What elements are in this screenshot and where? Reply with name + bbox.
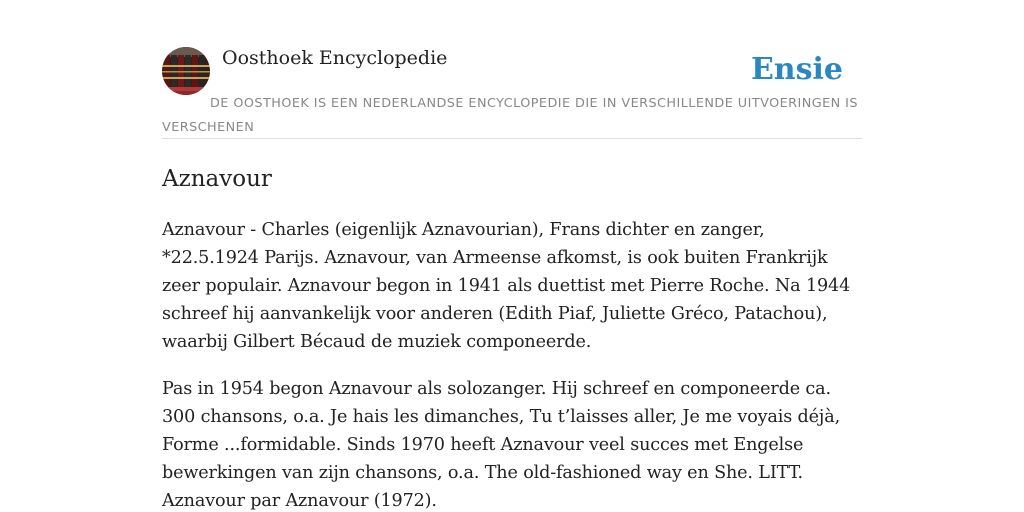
article-paragraph: Aznavour - Charles (eigenlijk Aznavourian), Frans dichter en zanger, *22.5.1924 Parijs. Aznavour, van Armeense afkomst, is ook buiten Frankrijk zeer populair. Aznavour begon in 1941 als duettist met Pierre Roche. Na 1944 schreef hij aanvankelijk voor anderen (Edith Piaf, Juliette Gréco, Patachou), waarbij Gilbert Bécaud de muziek componeerde. [162,220,851,352]
publication-description: DE OOSTHOEK IS EEN NEDERLANDSE ENCYCLOPEDIE DIE IN VERSCHILLENDE UITVOERINGEN IS VERSCHENEN [162,96,858,135]
ensie-logo-link[interactable]: Ensie [750,52,843,87]
publication-header [162,46,862,139]
publication-title-link[interactable]: Oosthoek Encyclopedie [222,47,448,69]
article-body [162,216,862,512]
page-container [162,46,862,139]
encyclopedia-books-icon [162,47,210,95]
article-paragraph: Pas in 1954 begon Aznavour als solozanger. Hij schreef en componeerde ca. 300 chansons, o.a. Je hais les dimanches, Tu t’laisses aller, Je me voyais déjà, Forme ...formidable. Sinds 1970 heeft Aznavour veel succes met Engelse bewerkingen van zijn chansons, o.a. The old-fashioned way en She. LITT. Aznavour par Aznavour (1972). [162,379,841,511]
article-title: Aznavour [162,166,272,192]
publication-avatar[interactable] [162,47,210,95]
